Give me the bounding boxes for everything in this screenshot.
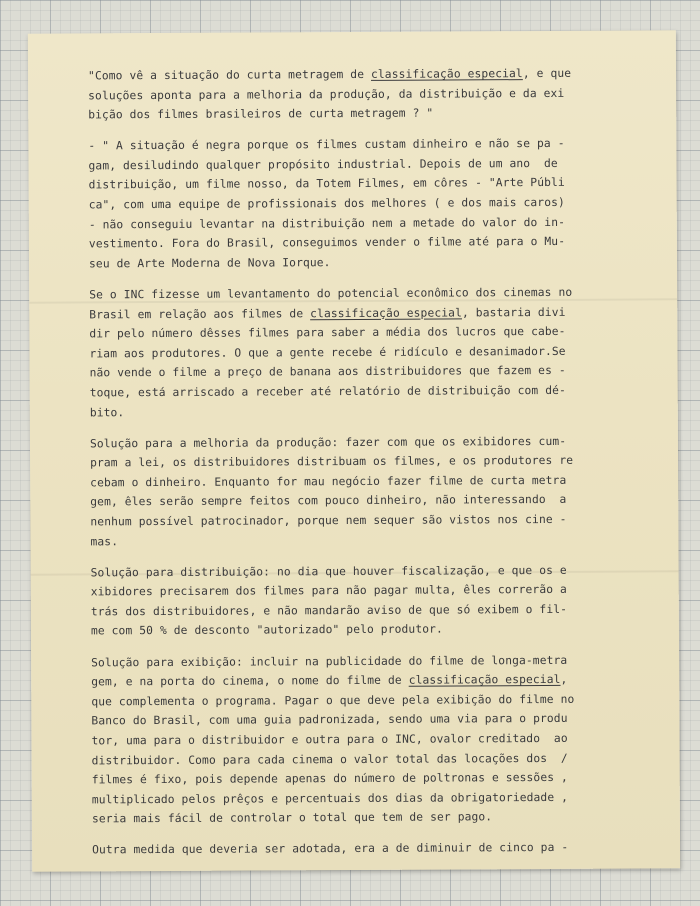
text-segment: gam, desiludindo qualquer propósito industrial. Depois de um ano de	[88, 156, 558, 173]
text-segment: cebam o dinheiro. Enquanto for mau negócio fazer filme de curta metra	[90, 473, 567, 490]
paragraph	[91, 650, 672, 829]
text-segment: nenhum possível patrocinador, porque nem sequer são vistos nos cine -	[90, 512, 567, 529]
underlined-text: classificação especial	[370, 67, 523, 81]
underlined-text: classificação especial	[310, 305, 462, 320]
text-segment: trás dos distribuidores, e não mandarão aviso de que só exibem o fil-	[90, 602, 568, 619]
text-segment: seria mais fácil de controlar o total que tem de ser pago.	[91, 810, 493, 826]
paragraph	[90, 431, 671, 552]
text-line	[89, 251, 669, 274]
text-segment: gem, êles serão sempre feitos com pouco dinheiro, não interessando a	[90, 493, 567, 509]
paragraph	[92, 838, 672, 861]
typewritten-page	[28, 30, 680, 871]
text-segment: "Como vê a situação do curta metragem de	[87, 67, 372, 83]
text-segment: - " A situação é negra porque os filmes custam dinheiro e não se pa -	[88, 137, 565, 153]
text-segment: bição dos filmes brasileiros de curta metragem ? "	[88, 106, 434, 122]
text-segment: ca", com uma equipe de profissionais dos melhores ( e dos mais caros)	[88, 195, 565, 212]
underlined-text: classificação especial	[408, 673, 561, 687]
text-line	[90, 529, 670, 552]
text-segment: distribuição, um filme nosso, da Totem Filmes, em côres - "Arte Públi	[88, 176, 565, 192]
text-segment: Brasil em relação aos filmes de	[89, 306, 311, 321]
paragraph	[88, 63, 668, 125]
text-segment: distribuidor. Como para cada cinema o valor total das locações dos /	[91, 751, 568, 767]
text-segment: - não conseguiu levantar na distribuição nem a metade do valor do in-	[88, 215, 566, 232]
text-segment: que complementa o programa. Pagar o que deve pela exibição do filme no	[91, 692, 575, 709]
paragraph	[89, 282, 670, 422]
text-segment: Banco do Brasil, com uma guia padronizada, sendo uma via para o produ	[91, 712, 568, 728]
text-segment: Se o INC fizesse um levantamento do potencial econômico dos cinemas no	[89, 285, 573, 302]
text-segment: ,	[560, 673, 568, 687]
text-segment: bito.	[89, 405, 125, 419]
text-segment: dir pelo número dêsses filmes para saber a média dos lucros que cabe-	[89, 325, 566, 341]
text-segment: Solução para exibição: incluir na publicidade do filme de longa-metra	[91, 653, 568, 669]
document-body	[88, 63, 672, 871]
text-segment: pram a lei, os distribuidores distribuam os filmes, e os produtores re	[90, 454, 574, 470]
text-segment: multiplicado pelos prêços e percentuais dos dias da obrigatoriedade ,	[91, 790, 569, 807]
text-segment: Solução para a melhoria da produção: fazer com que os exibidores cum-	[89, 434, 567, 450]
text-segment: tor, uma para o distribuidor e outra para o INC, ovalor creditado ao	[91, 731, 568, 748]
text-segment: vestimento. Fora do Brasil, conseguimos vender o filme até para o Mu-	[88, 235, 566, 251]
text-line	[91, 619, 671, 642]
text-segment: Solução para distribuição: no dia que houver fiscalização, e que os e	[90, 563, 567, 580]
text-segment: , bastaria divi	[461, 305, 566, 319]
text-segment: xibidores precisarem dos filmes para não pagar multa, êles correrão a	[90, 583, 567, 599]
text-segment: me com 50 % de desconto "autorizado" pelo produtor.	[90, 622, 443, 638]
text-segment: seu de Arte Moderna de Nova Iorque.	[88, 255, 331, 271]
text-segment: soluções aponta para a melhoria da produção, da distribuição e da exi	[88, 86, 565, 102]
text-segment: gem, e na porta do cinema, o nome do filme de	[91, 673, 409, 689]
paragraph	[88, 134, 669, 274]
text-line	[92, 807, 672, 830]
text-line	[88, 103, 668, 126]
paragraph	[91, 560, 671, 641]
text-segment: Outra medida que deveria ser adotada, era a de diminuir de cinco pa -	[92, 841, 569, 857]
text-segment: não vende o filme a preço de banana aos distribuidores que fazem es -	[89, 364, 566, 380]
text-segment: mas.	[90, 534, 119, 548]
text-line	[92, 838, 672, 861]
text-segment: toque, está arriscado a receber até relatório de distribuição com dé-	[89, 383, 566, 400]
text-segment: , e que	[522, 66, 572, 81]
text-line	[90, 400, 670, 423]
text-segment: riam aos produtores. O que a gente recebe é ridículo e desanimador.Se	[89, 344, 566, 361]
text-segment: filmes é fixo, pois depende apenas do número de poltronas e sessões ,	[91, 770, 568, 787]
